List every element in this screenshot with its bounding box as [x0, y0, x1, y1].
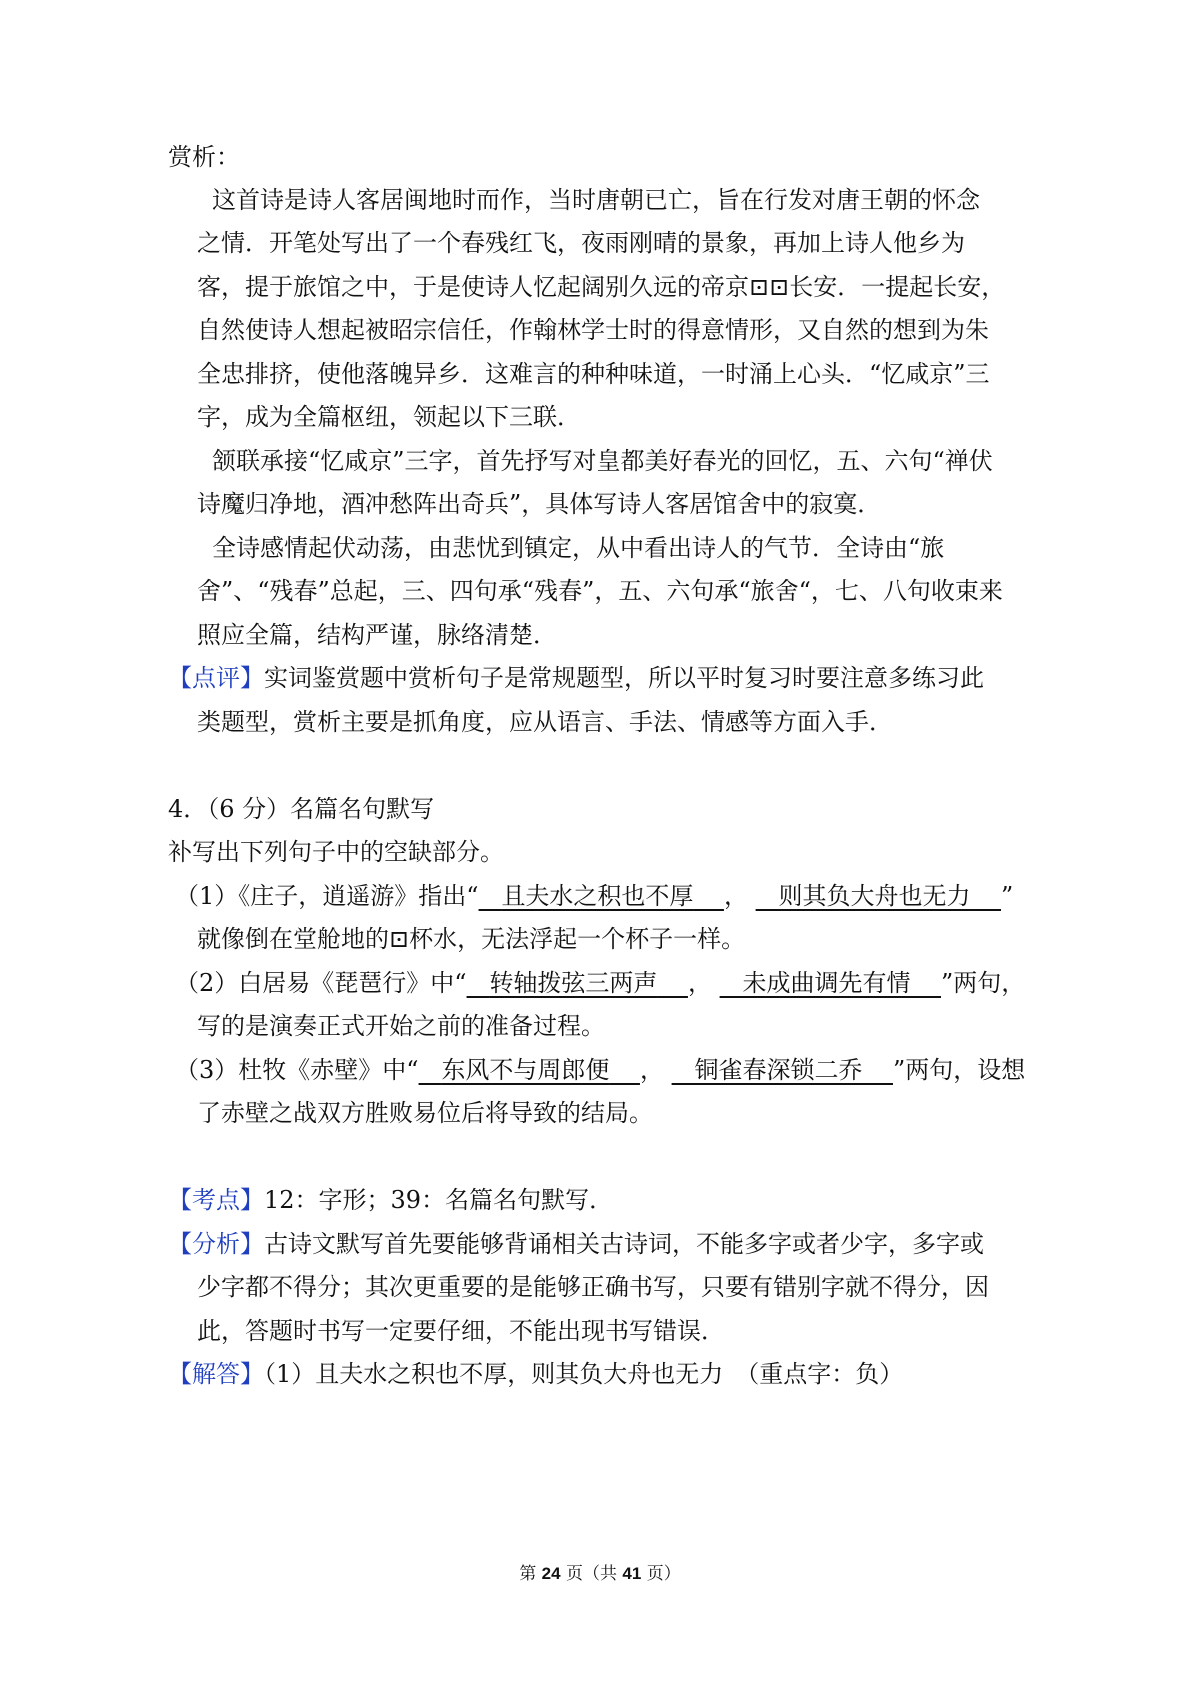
appreciation-p1-line: 这首诗是诗人客居闽地时而作，当时唐朝已亡，旨在行发对唐王朝的怀念 [212, 186, 980, 214]
question-title: 4．（6 分）名篇名句默写 [168, 795, 435, 823]
item-continuation: 写的是演奏正式开始之前的准备过程。 [197, 1012, 605, 1040]
fenxi-tag: 【分析】 [168, 1230, 264, 1258]
appreciation-p3-line: 照应全篇，结构严谨，脉络清楚． [197, 621, 557, 649]
review-line [0, 661, 1200, 695]
appreciation-p1-line: 自然使诗人想起被昭宗信任，作翰林学士时的得意情形，又自然的想到为朱 [197, 316, 989, 344]
review-line: 类题型，赏析主要是抓角度，应从语言、手法、情感等方面入手． [197, 708, 893, 736]
answer-blank: 未成曲调先有情 [742, 969, 911, 997]
jieda-text: （1）且夫水之积也不厚，则其负大舟也无力 （重点字：负） [264, 1360, 904, 1388]
question-instruction: 补写出下列句子中的空缺部分。 [168, 838, 504, 866]
appreciation-p2-line: 诗魔归净地，酒冲愁阵出奇兵”，具体写诗人客居馆舍中的寂寞． [197, 490, 882, 518]
appreciation-p1-line: 客，提于旅馆之中，于是使诗人忆起阔别久远的帝京⊡⊡长安．一提起长安， [197, 273, 1006, 301]
appreciation-p3-line: 全诗感情起伏动荡，由悲忧到镇定，从中看出诗人的气节．全诗由“旅 [212, 534, 945, 562]
question-item: （2）白居易《琵琶行》中“ 转轴拨弦三两声 ， 未成曲调先有情 ”两句， [175, 969, 1026, 997]
item-prefix: （3）杜牧《赤壁》中“ [175, 1056, 419, 1084]
item-prefix: （1）《庄子，逍遥游》指出“ [175, 882, 479, 910]
jieda-line [0, 1357, 1200, 1391]
answer-blank: 转轴拨弦三两声 [489, 969, 658, 997]
review-text: 实词鉴赏题中赏析句子是常规题型，所以平时复习时要注意多练习此 [264, 664, 984, 692]
fenxi-line: 此，答题时书写一定要仔细，不能出现书写错误． [197, 1317, 725, 1345]
appreciation-p2-line: 颔联承接“忆咸京”三字，首先抒写对皇都美好春光的回忆，五、六句“禅伏 [212, 447, 993, 475]
question-item: （1）《庄子，逍遥游》指出“ 且夫水之积也不厚 ， 则其负大舟也无力 ” [175, 882, 1014, 910]
page-footer: 第 24 页（共 41 页） [519, 1564, 681, 1584]
item-prefix: （2）白居易《琵琶行》中“ [175, 969, 467, 997]
answer-blank: 且夫水之积也不厚 [501, 882, 694, 910]
kaodian-tag: 【考点】 [168, 1186, 264, 1214]
question-item: （3）杜牧《赤壁》中“ 东风不与周郎便 ， 铜雀春深锁二乔 ”两句，设想 [175, 1056, 1026, 1084]
answer-blank: 东风不与周郎便 [441, 1056, 610, 1084]
appreciation-p1-line: 全忠排挤，使他落魄异乡．这难言的种种味道，一时涌上心头．“忆咸京”三 [197, 360, 990, 388]
fenxi-text: 古诗文默写首先要能够背诵相关古诗词，不能多字或者少字，多字或 [264, 1230, 984, 1258]
jieda-tag: 【解答】 [168, 1360, 264, 1388]
kaodian-text: 12：字形；39：名篇名句默写． [264, 1186, 614, 1214]
answer-blank: 则其负大舟也无力 [778, 882, 971, 910]
appreciation-p3-line: 舍”、“残春”总起，三、四句承“残春”，五、六句承“旅舍“，七、八句收束来 [197, 577, 1003, 605]
appreciation-p1-line: 之情．开笔处写出了一个春残红飞，夜雨刚晴的景象，再加上诗人他乡为 [197, 229, 965, 257]
answer-blank: 铜雀春深锁二乔 [694, 1056, 863, 1084]
item-continuation: 了赤壁之战双方胜败易位后将导致的结局。 [197, 1099, 653, 1127]
fenxi-line [0, 1227, 1200, 1261]
appreciation-heading: 赏析： [168, 143, 240, 171]
appreciation-p1-line: 字，成为全篇枢纽，领起以下三联． [197, 403, 581, 431]
total-pages: 41 [622, 1564, 642, 1583]
kaodian-line [0, 1183, 1200, 1217]
review-tag: 【点评】 [168, 664, 264, 692]
item-continuation: 就像倒在堂舱地的⊡杯水，无法浮起一个杯子一样。 [197, 925, 746, 953]
fenxi-line: 少字都不得分；其次更重要的是能够正确书写，只要有错别字就不得分，因 [197, 1273, 989, 1301]
current-page-number: 24 [541, 1564, 561, 1583]
